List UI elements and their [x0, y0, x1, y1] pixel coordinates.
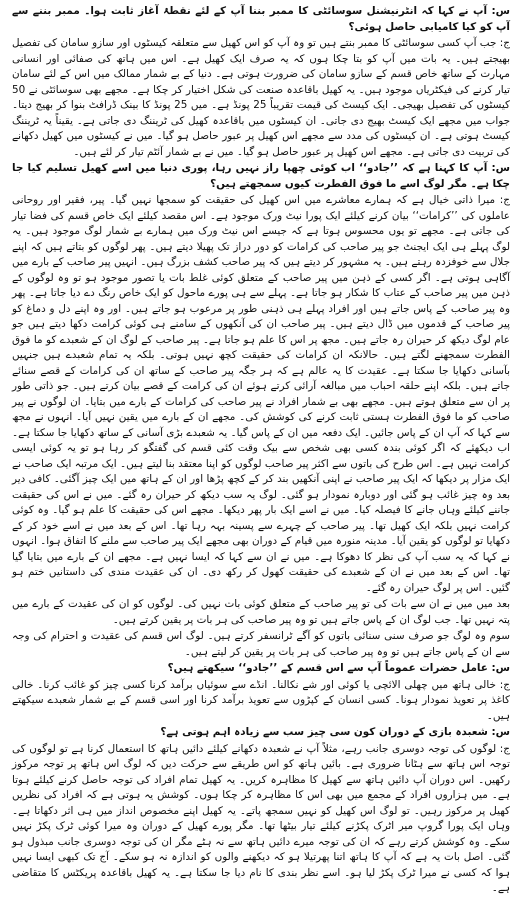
- question-1: س: آپ نے کہا کہ انٹرنیشنل سوسائٹی کا ممبر بننا آپ کے لئے نقطۂ آغاز ثابت ہوا۔ ممبر بننے سے آپ کو کیا کامیابی حاصل ہوئی؟: [12, 5, 510, 33]
- answer-2-continued: بعد میں میں نے ان سے بات کی تو پیر صاحب کے متعلق کوئی بات نہیں کی۔ لوگوں کو ان کی عقیدت کے بارے میں پتہ نہیں تھا۔ جب لوگ ان کے پاس جاتے ہیں تو وہ پیر صاحب کی ہر بات پر یقین کرتے ہیں۔: [12, 598, 510, 626]
- answer-2-conclusion: سوم وہ لوگ جو صرف سنی سنائی باتوں کو آگے ٹرانسفر کرتے ہیں۔ لوگ اس قسم کی عقیدت و احترام کی وجہ سے ان کے پاس جاتے ہیں تو وہ پیر صاحب کی ہر بات پر یقین کر لیتے ہیں۔: [12, 630, 510, 658]
- answer-2: ج: میرا ذاتی خیال ہے کہ ہمارے معاشرے میں اس کھیل کی حقیقت کو سمجھا نہیں گیا۔ پیر، فقیر اور روحانی عاملوں کی ’’کرامات‘‘ بیان کرنے کیلئے ایک پورا نیٹ ورک موجود ہے۔ اس مقصد کیلئے ایک خاص قسم کی فضا تیار کی جاتی ہے۔ مجھے تو یوں محسوس ہوتا ہے کہ جیسے اس نیٹ ورک میں ہمارے بے شمار لوگ موجود ہیں۔ یہ لوگ پہلے ہی ایک ایجنٹ جو پیر صاحب کی کرامات کو دور دراز تک پھیلا دیتے ہیں۔ پھر لوگوں کو بتاتے ہیں کہ اپنے جلال سے خوفزدہ رہتے ہیں۔ یہ مشہور کر دیتے ہیں کہ پیر صاحب کشف بزرگ ہیں۔ انہیں پیر صاحب کے بارے میں آگاہی ہوتی ہے۔ اگر کسی کے ذہن میں پیر صاحب کے متعلق کوئی غلط بات یا تصور موجود ہو تو وہ لوگوں کے ذہن میں پیر صاحب کے عتاب کا شکار ہو جاتا ہے۔ پہلے سے ہی پورے ماحول کو ایک خاص رنگ دے دیا جاتا ہے۔ پھر وہ پیر صاحب کے پاس جاتے ہیں اور افراد پہلے ہی ذہنی طور پر مرعوب ہو جاتے ہیں۔ اور وہ اپنے دل و دماغ کو پیر صاحب کے قدموں میں ڈال دیتے ہیں۔ پیر صاحب ان کی آنکھوں کے سامنے ہی کوئی کرامت دکھا دیتے ہیں جو عام لوگ دیکھ کر حیران رہ جاتے ہیں۔ مجھ پر اس کا علم ہو جاتا ہے۔ پیر صاحب کے لوگ ان کے شعبدے کو ما فوق الفطرت سمجھنے لگتے ہیں۔ حالانکہ ان کرامات کی حقیقت کچھ نہیں ہوتی۔ بلکہ یہ تمام شعبدے ہیں جنہیں بآسانی دکھایا جا سکتا ہے۔ عقیدت کا یہ عالم ہے کہ ہر جگہ پیر صاحب کے ساتھ ان کی کرامات کے قصے سنائے جاتے ہیں۔ بلکہ اپنے حلقہ احباب میں مبالغہ آرائی کرتے ہوئے ان کی کرامت کے قصے بیان کرتے ہیں۔ جو ذاتی طور پر ان سے متعلق ہوتے ہیں۔ مجھے بھی بے شمار افراد نے پیر صاحب کی کرامات کے بارے میں بتایا۔ ان لوگوں نے پیر صاحب کو ما فوق الفطرت ہستی ثابت کرنے کی کوشش کی۔ مجھے ان کے بارے میں یقین نہیں آیا۔ انہوں نے مجھ سے کہا کہ آپ ان کے پاس جائیں۔ ایک دفعہ میں ان کے پاس گیا۔ یہ شعبدے بڑی آسانی کے ساتھ دکھایا جا سکتا ہے۔ اب دیکھئے کہ اگر کوئی بندہ کسی بھی شخص سے بیک وقت کئی قسم کی گفتگو کر رہا ہو تو یہ کوئی ایسی کرامت نہیں ہے۔ اس طرح کی باتوں سے اکثر پیر صاحب لوگوں کو اپنا معتقد بنا لیتے ہیں۔ ایک مرتبہ ایک صاحب نے ایک مزار پر دیکھا کہ ایک پیر صاحب نے اپنی آنکھیں بند کر کے کچھ پڑھا اور ان کے ہاتھ میں ایک چیز آگئی۔ کافی دیر بعد وہ چیز غائب ہو گئی اور دوبارہ نمودار ہو گئی۔ لوگ یہ سب دیکھ کر حیران رہ گئے۔ میں نے اس کی حقیقت جاننے کیلئے وہاں جانے کا فیصلہ کیا۔ میں نے اسے ایک بار پھر دیکھا۔ مجھے اس کی حقیقت کا علم ہو گیا۔ وہ کوئی کرامت نہیں بلکہ ایک کھیل تھا۔ پیر صاحب کے چہرے سے پسینہ بہہ رہا تھا۔ اس کے بعد میں نے اسے خود کر کے دکھایا تو لوگوں کو یقین آیا۔ مدینہ منورہ میں قیام کے دوران بھی مجھے ایک پیر صاحب سے ملنے کا اتفاق ہوا۔ انہوں نے کہا کہ یہ سب آپ کی نظر کا دھوکا ہے۔ میں نے ان سے کہا کہ ایسا نہیں ہے۔ مجھے ان کے بارے میں بتایا گیا تھا۔ اس کے بعد میں نے ان کے شعبدے کی حقیقت کھول کر رکھ دی۔ ان کی عقیدت مندی کی داستانیں ختم ہو گئیں۔ اس پر لوگ حیران رہ گئے۔: [11, 194, 510, 594]
- answer-1: ج: جب آپ کسی سوسائٹی کا ممبر بنتے ہیں تو وہ آپ کو اس کھیل سے متعلقہ کیسٹوں اور سازو سامان کی تفصیل بھیجتے ہیں۔ یہ بات میں آپ کو بتا چکا ہوں کہ یہ صرف ایک کھیل ہے۔ اس میں ہاتھ کی صفائی اور انسانی مہارت کے ساتھ خاص قسم کے سازو سامان کی ضرورت ہوتی ہے۔ دنیا کے بے شمار ممالک میں اس کے لئے سامان تیار کرنے کی فیکٹریاں موجود ہیں۔ یہ کھیل باقاعدہ صنعت کی شکل اختیار کر چکا ہے۔ مجھے بھی سوسائٹی نے 50 کیسٹوں کی تفصیل بھیجی۔ ایک کیسٹ کی قیمت تقریباً 25 پونڈ ہے۔ میں 25 پونڈ کا بینک ڈرافٹ بنوا کر بھیج دیتا۔ جواب میں مجھے ایک کیسٹ بھیج دی جاتی۔ ان کیسٹوں میں باقاعدہ کھیل کی ٹریننگ دی جاتی ہے۔ یقیناً یہ ٹریننگ کیسٹ ہوتی ہے۔ ان کیسٹوں کی مدد سے مجھے اس کھیل پر عبور حاصل ہو گیا۔ میں نے کیسٹوں میں کھیل دکھانے کی تربیت دی جاتی ہے۔ مجھے اس کھیل پر عبور حاصل ہو گیا۔ میں نے بے شمار آئٹم تیار کر لئے ہیں۔: [12, 37, 510, 158]
- question-4: س: شعبدہ بازی کے دوران کون سی چیز سب سے زیادہ اہم ہوتی ہے؟: [160, 726, 510, 738]
- question-3: س: عامل حضرات عموماً آپ سے اس قسم کے ’’جادو‘‘ سیکھتے ہیں؟: [167, 662, 510, 674]
- question-2: س: آپ کا کہنا ہے کہ ’’جادو‘‘ اب کوئی چھپا راز نہیں رہا، پوری دنیا میں اسے کھیل تسلیم کیا جا چکا ہے۔ مگر لوگ اسے ما فوق الفطرت کیوں سمجھتے ہیں؟: [12, 162, 510, 190]
- answer-3: ج: خالی ہاتھ میں چھلی الائچی یا کوئی اور شے نکالنا۔ انڈے سے سوئیاں برآمد کرنا کسی چیز کو غائب کرنا۔ خالی کاغذ پر تعویذ نمودار ہونا۔ کسی انسان کے کپڑوں سے تعویذ برآمد کرنا اور اسی قسم کے بے شمار شعبدے سیکھتے ہیں۔: [12, 678, 510, 722]
- answer-4: ج: لوگوں کی توجہ دوسری جانب رہے، مثلاً آپ نے شعبدہ دکھانے کیلئے دائیں ہاتھ کا استعمال کرنا ہے تو لوگوں کی توجہ اس ہاتھ سے ہٹانا ضروری ہے۔ بائیں ہاتھ کو اس طریقے سے حرکت دیں کہ لوگ اس ہاتھ پر توجہ مرکوز رکھیں۔ اس دوران آپ دائیں ہاتھ سے کھیل کا مظاہرہ کریں۔ یہ کھیل تمام افراد کی توجہ حاصل کرنے کیلئے ہوتا ہے۔ میں ہزاروں افراد کے مجمع میں بھی اس کا مظاہرہ کر چکا ہوں۔ کوشش یہ ہوتی ہے کہ افراد کی نظریں کھیل پر مرکوز رہیں۔ تو لوگ اس کھیل کو نہیں سمجھ پاتے۔ یہ کھیل اپنے مخصوص انداز میں ہی اثر دکھاتا ہے۔ وہاں ایک پورا گروپ میر اٹرک پکڑنے کیلئے تیار بیٹھا تھا۔ مگر پورے کھیل کے دوران وہ میرا کوئی ٹرک پکڑ نہیں سکے۔ وہ کوشش کرتے رہے کہ ان کی توجہ میرے دائیں ہاتھ سے نہ ہٹے مگر ان کی توجہ دوسری جانب مبذول ہو گئی۔ اصل بات یہ ہے کہ آپ کا ہاتھ اتنا پھرتیلا ہو کہ دیکھنے والوں کو اندازہ نہ ہو سکے۔ آج تک کبھی ایسا نہیں ہوا کہ کسی نے میرا ٹرک پکڑ لیا ہو۔ اسے نظر بندی کا نام دیا جا سکتا ہے۔ یہ کھیل باقاعدہ پریکٹس کا متقاضی ہے۔: [12, 742, 510, 894]
